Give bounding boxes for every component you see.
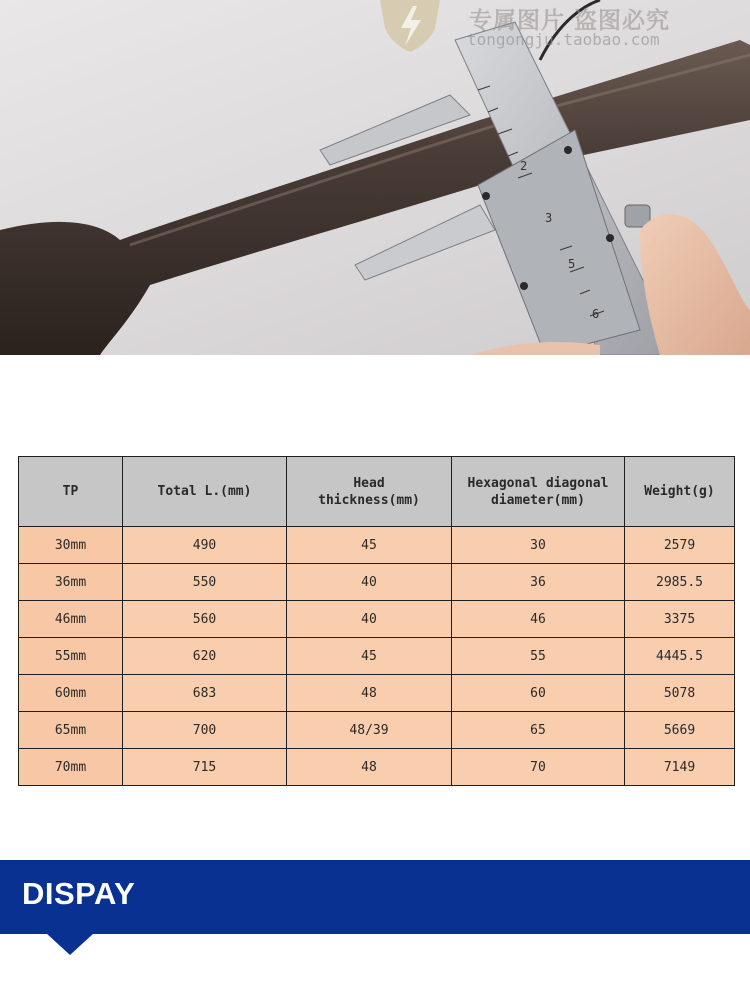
cell-head-thickness: 48 — [287, 675, 452, 712]
svg-text:5: 5 — [568, 257, 576, 271]
section-banner — [0, 860, 750, 934]
cell-tp: 60mm — [19, 675, 123, 712]
cell-tp: 65mm — [19, 712, 123, 749]
cell-tp: 70mm — [19, 749, 123, 786]
header-hexagonal-diameter: Hexagonal diagonal diameter(mm) — [452, 457, 625, 527]
cell-weight: 3375 — [625, 601, 735, 638]
specification-table — [18, 456, 735, 786]
cell-total-length: 620 — [123, 638, 287, 675]
table-row — [19, 638, 735, 675]
svg-text:2: 2 — [520, 159, 528, 173]
cell-tp: 46mm — [19, 601, 123, 638]
cell-weight: 2985.5 — [625, 564, 735, 601]
cell-weight: 5669 — [625, 712, 735, 749]
header-weight: Weight(g) — [625, 457, 735, 527]
table-row — [19, 601, 735, 638]
cell-total-length: 683 — [123, 675, 287, 712]
cell-hexagonal-diameter: 65 — [452, 712, 625, 749]
banner-pointer-icon — [46, 933, 94, 955]
cell-head-thickness: 45 — [287, 638, 452, 675]
cell-hexagonal-diameter: 60 — [452, 675, 625, 712]
header-tp: TP — [19, 457, 123, 527]
watermark — [375, 0, 735, 60]
cell-total-length: 715 — [123, 749, 287, 786]
svg-text:3: 3 — [545, 211, 553, 225]
svg-text:6: 6 — [592, 307, 600, 321]
table-header-row — [19, 457, 735, 527]
cell-hexagonal-diameter: 30 — [452, 527, 625, 564]
cell-total-length: 700 — [123, 712, 287, 749]
cell-tp: 55mm — [19, 638, 123, 675]
cell-tp: 36mm — [19, 564, 123, 601]
cell-head-thickness: 48/39 — [287, 712, 452, 749]
cell-hexagonal-diameter: 46 — [452, 601, 625, 638]
header-head-thickness: Head thickness(mm) — [287, 457, 452, 527]
table-row — [19, 564, 735, 601]
cell-hexagonal-diameter: 55 — [452, 638, 625, 675]
cell-head-thickness: 40 — [287, 564, 452, 601]
header-total-length: Total L.(mm) — [123, 457, 287, 527]
cell-weight: 5078 — [625, 675, 735, 712]
banner-title: DISPAY — [22, 876, 136, 911]
cell-head-thickness: 48 — [287, 749, 452, 786]
cell-total-length: 560 — [123, 601, 287, 638]
cell-hexagonal-diameter: 36 — [452, 564, 625, 601]
cell-weight: 4445.5 — [625, 638, 735, 675]
table-row — [19, 527, 735, 564]
cell-head-thickness: 45 — [287, 527, 452, 564]
cell-hexagonal-diameter: 70 — [452, 749, 625, 786]
cell-total-length: 550 — [123, 564, 287, 601]
cell-weight: 2579 — [625, 527, 735, 564]
cell-total-length: 490 — [123, 527, 287, 564]
table-row — [19, 749, 735, 786]
cell-tp: 30mm — [19, 527, 123, 564]
cell-head-thickness: 40 — [287, 601, 452, 638]
cell-weight: 7149 — [625, 749, 735, 786]
watermark-url-text: tongongju.taobao.com — [467, 30, 660, 49]
shield-logo-icon — [375, 0, 445, 52]
watermark-brand-text: 专属图片 盗图必究 — [469, 8, 671, 34]
table-row — [19, 712, 735, 749]
product-photo — [0, 0, 750, 355]
table-row — [19, 675, 735, 712]
